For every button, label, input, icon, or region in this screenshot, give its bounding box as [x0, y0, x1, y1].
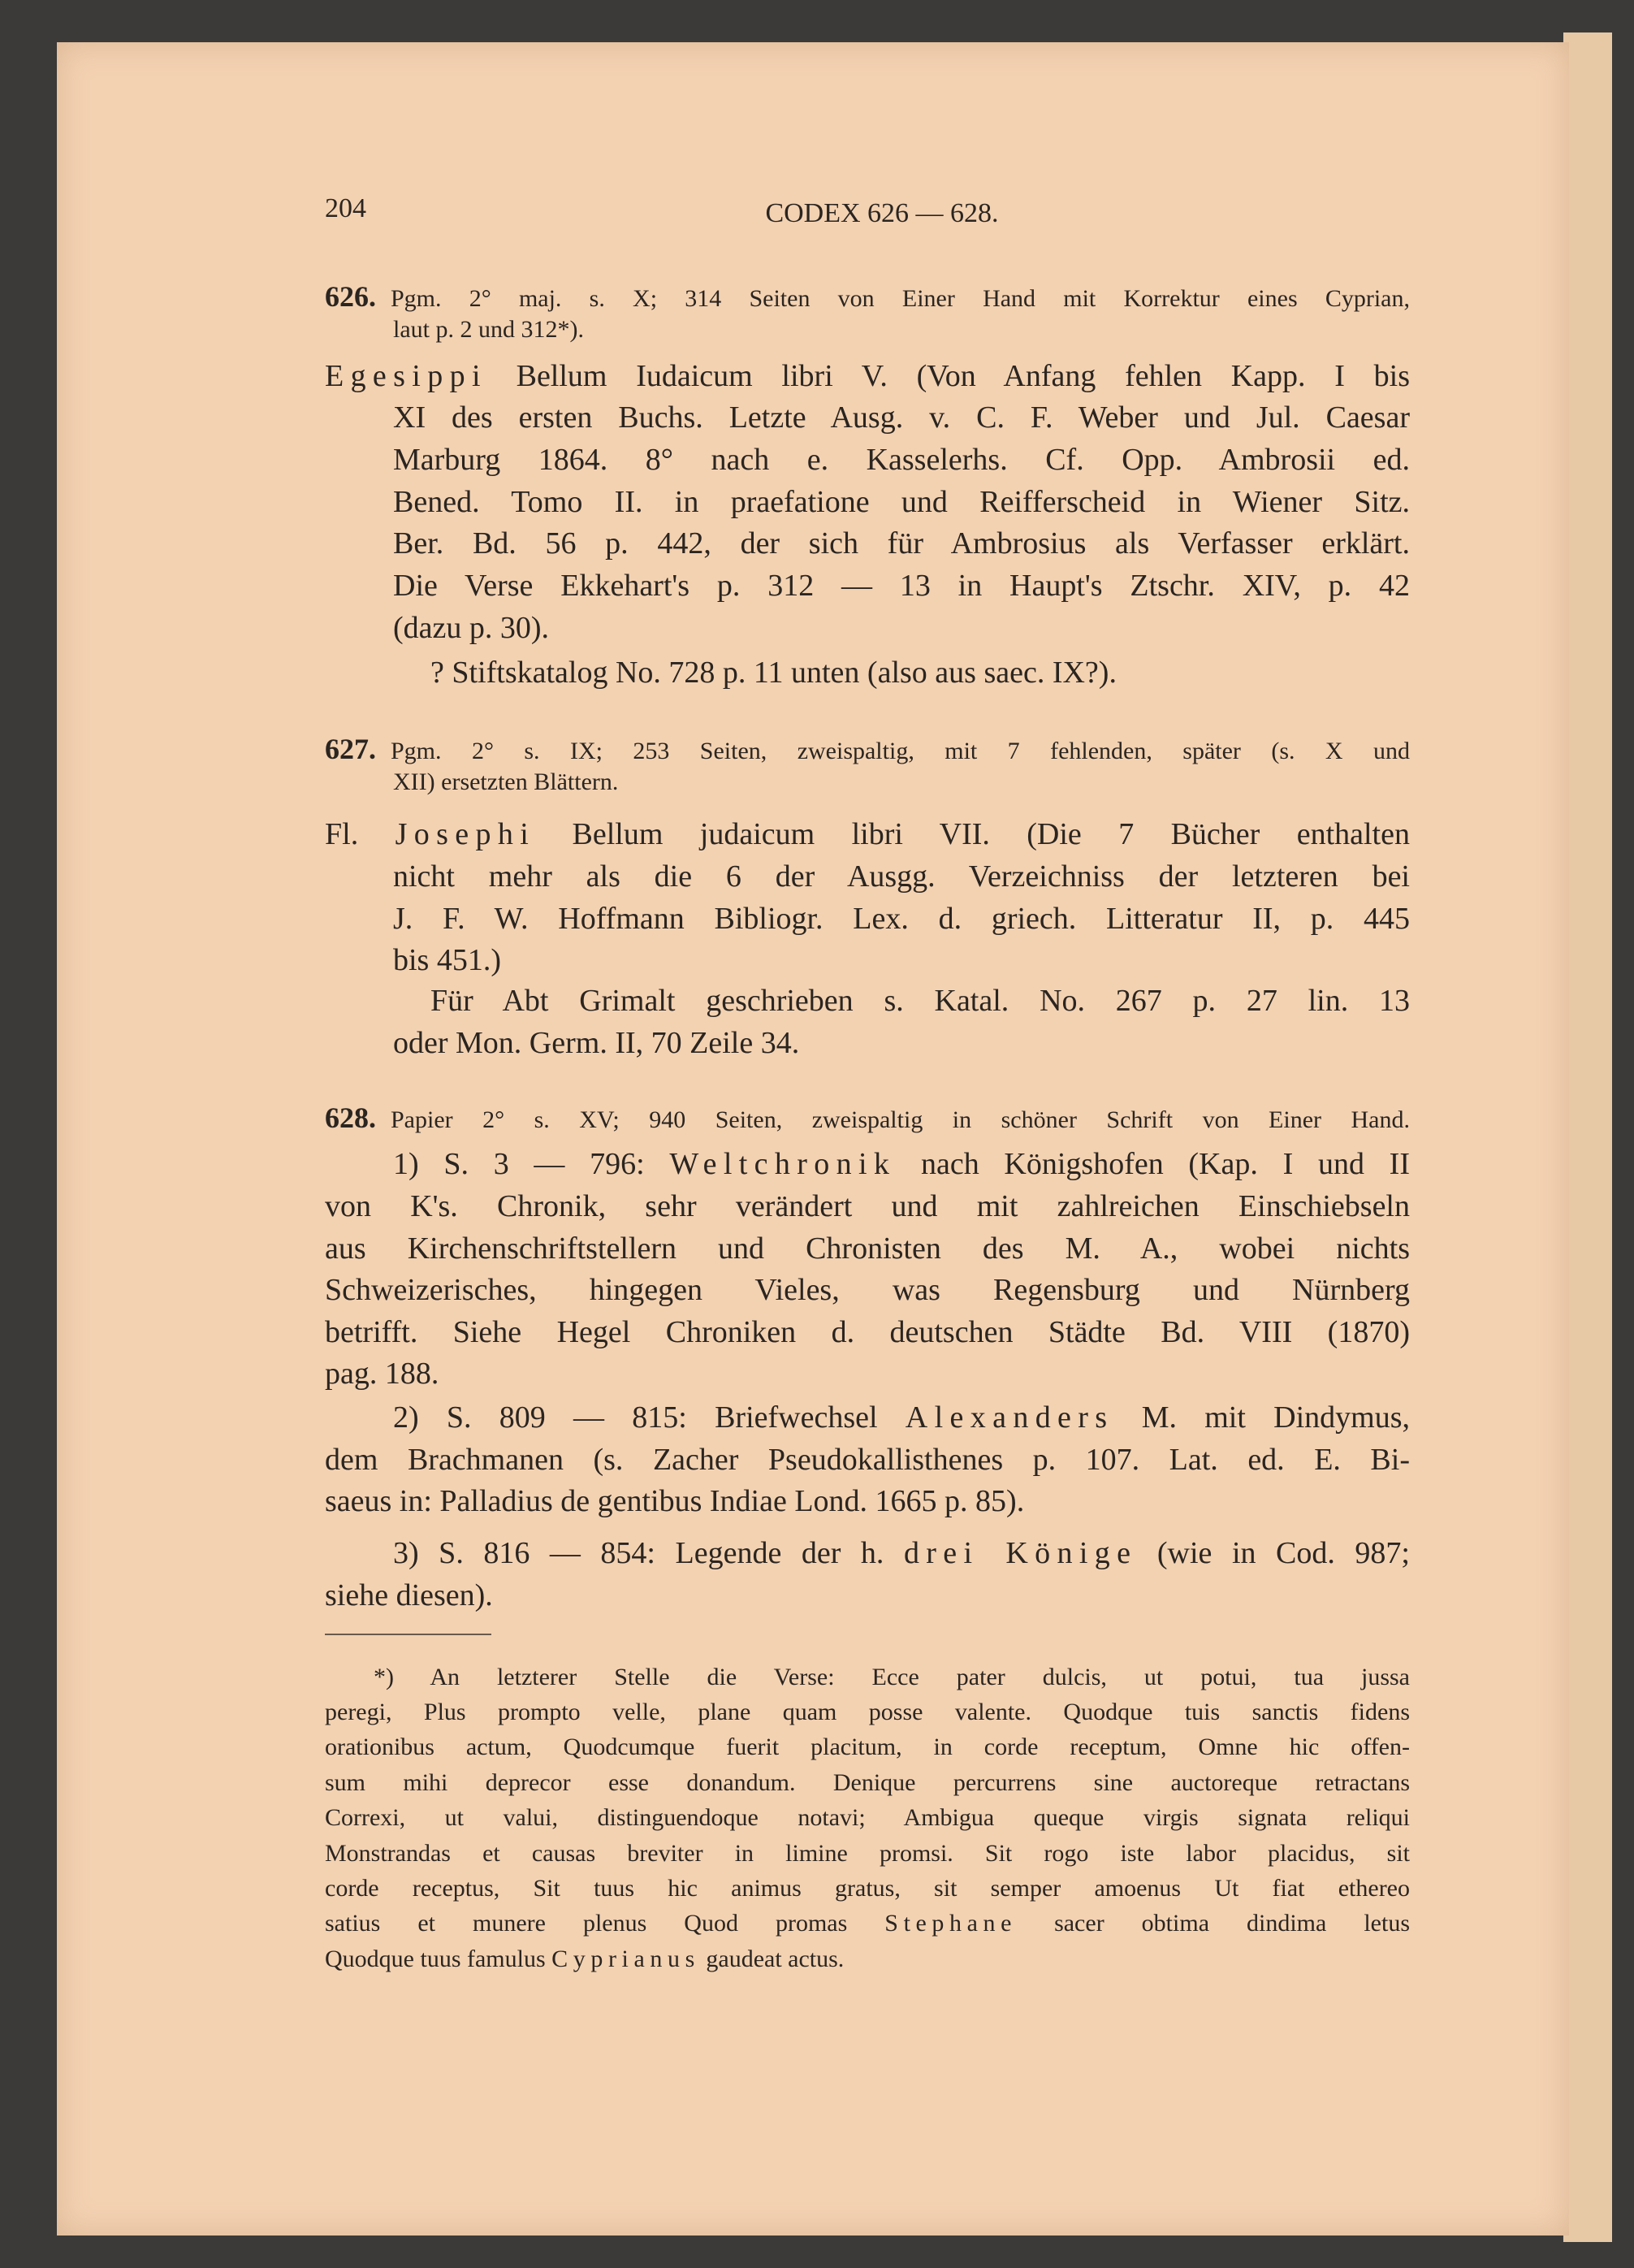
footnote-line [325, 1836, 1410, 1871]
text-run: siehe diesen). [325, 1578, 493, 1612]
text-run: aus Kirchenschriftstellern und Chronisten des M. A., wobei nichts [325, 1231, 1410, 1266]
footnote-separator [325, 1634, 491, 1635]
text-run: peregi, Plus prompto velle, plane quam posse valente. Quodque tuis sanctis fidens [325, 1699, 1410, 1725]
text-run: J. F. W. Hoffmann Bibliogr. Lex. d. griech. Litteratur II, p. 445 [393, 902, 1410, 936]
text-run: Bened. Tomo II. in praefatione und Reifferscheid in Wiener Sitz. [393, 485, 1410, 519]
text-run: *) An letzterer Stelle die Verse: Ecce pater dulcis, ut potui, tua jussa [374, 1664, 1410, 1690]
text-run: sacer obtima dindima letus [1017, 1910, 1410, 1937]
text-line [430, 651, 1117, 694]
footnote-line [325, 1906, 1410, 1941]
text-line [393, 1532, 1410, 1574]
text-line [325, 355, 1410, 397]
spaced-emphasis: Weltchronik [669, 1147, 897, 1181]
text-line [325, 1185, 1410, 1227]
text-run: satius et munere plenus Quod promas [325, 1910, 885, 1937]
text-run: Schweizerisches, hingegen Vieles, was Regensburg und Nürnberg [325, 1273, 1410, 1307]
text-run: (dazu p. 30). [393, 611, 550, 645]
spaced-emphasis: Cyprianus [551, 1946, 700, 1972]
footnote-line [325, 1800, 1410, 1835]
footnote-line [325, 1941, 844, 1976]
text-run: XI des ersten Buchs. Letzte Ausg. v. C. F. Weber und Jul. Caesar [393, 400, 1410, 435]
text-line [393, 312, 584, 348]
text-line [393, 607, 549, 649]
spaced-emphasis: Stephane [884, 1910, 1018, 1937]
text-line [393, 481, 1410, 523]
text-line [325, 279, 1410, 314]
text-line [325, 1100, 1410, 1136]
text-run: Für Abt Grimalt geschrieben s. Katal. No. 267 p. 27 lin. 13 [430, 984, 1410, 1018]
text-run: pag. 188. [325, 1357, 439, 1391]
text-run: 2) S. 809 — 815: Briefwechsel [393, 1400, 906, 1435]
text-run: corde receptus, Sit tuus hic animus gratus, sit semper amoenus Ut fiat ethereo [325, 1875, 1410, 1902]
footnote-line [374, 1660, 1410, 1695]
text-line [325, 731, 1410, 767]
adjacent-page-edge [1563, 32, 1612, 2242]
text-line [393, 764, 618, 800]
text-line [325, 1439, 1410, 1481]
text-line [325, 1227, 1410, 1270]
text-run: Quodque tuus famulus [325, 1946, 552, 1972]
text-run: (wie in Cod. 987; [1137, 1536, 1410, 1570]
text-line [430, 980, 1410, 1022]
text-line [393, 439, 1410, 481]
text-run: von K's. Chronik, sehr verändert und mit zahlreichen Einschiebseln [325, 1189, 1410, 1223]
text-run: oder Mon. Germ. II, 70 Zeile 34. [393, 1026, 800, 1060]
text-line [393, 898, 1410, 940]
text-run: Papier 2° s. XV; 940 Seiten, zweispaltig in schöner Schrift von Einer Hand. [391, 1106, 1410, 1133]
text-line [393, 565, 1410, 607]
text-run: Pgm. 2° maj. s. X; 314 Seiten von Einer Hand mit Korrektur eines Cyprian, [391, 285, 1410, 312]
text-line [325, 1353, 439, 1395]
codex-number: 627. [325, 733, 376, 765]
footnote-line [325, 1695, 1410, 1729]
text-line [325, 1574, 493, 1617]
running-title: CODEX 626 — 628. [765, 198, 999, 228]
text-line [393, 1022, 799, 1064]
text-run: XII) ersetzten Blättern. [393, 768, 619, 795]
text-run: orationibus actum, Quodcumque fuerit placitum, in corde receptum, Omne hic offen- [325, 1733, 1410, 1760]
text-run: Bellum Iudaicum libri V. (Von Anfang fehlen Kapp. I bis [486, 359, 1410, 393]
page-number: 204 [325, 193, 366, 223]
text-run: 3) S. 816 — 854: Legende der h. [393, 1536, 904, 1570]
text-line [325, 813, 1410, 855]
text-line [393, 396, 1410, 439]
text-line [393, 522, 1410, 565]
text-run: Correxi, ut valui, distinguendoque notavi; Ambigua queque virgis signata reliqui [325, 1804, 1410, 1831]
text-run: nicht mehr als die 6 der Ausgg. Verzeichniss der letzteren bei [393, 859, 1410, 894]
text-run: 1) S. 3 — 796: [393, 1147, 670, 1181]
text-run: laut p. 2 und 312*). [393, 316, 584, 343]
text-run: ? Stiftskatalog No. 728 p. 11 unten (also aus saec. IX?). [430, 656, 1117, 690]
text-line [325, 1311, 1410, 1353]
text-run: Marburg 1864. 8° nach e. Kasselerhs. Cf. Opp. Ambrosii ed. [393, 443, 1410, 477]
text-line [393, 939, 501, 981]
text-line [325, 1480, 1024, 1522]
text-run: betrifft. Siehe Hegel Chroniken d. deutschen Städte Bd. VIII (1870) [325, 1315, 1410, 1349]
spaced-emphasis: Josephi [395, 817, 536, 851]
text-run: sum mihi deprecor esse donandum. Denique percurrens sine auctoreque retractans [325, 1769, 1410, 1796]
spaced-emphasis: drei Könige [903, 1536, 1138, 1570]
text-run: dem Brachmanen (s. Zacher Pseudokallisthenes p. 107. Lat. ed. E. Bi- [325, 1443, 1410, 1477]
spaced-emphasis: Egesippi [325, 359, 487, 393]
text-run: bis 451.) [393, 943, 501, 977]
text-line [325, 1269, 1410, 1311]
spaced-emphasis: Alexanders [905, 1400, 1114, 1435]
text-run: Pgm. 2° s. IX; 253 Seiten, zweispaltig, mit 7 fehlenden, später (s. X und [391, 738, 1410, 764]
text-run: M. mit Dindymus, [1113, 1400, 1410, 1435]
footnote-line [325, 1729, 1410, 1764]
text-run: Bellum judaicum libri VII. (Die 7 Bücher enthalten [535, 817, 1410, 851]
text-run: Monstrandas et causas breviter in limine promsi. Sit rogo iste labor placidus, sit [325, 1840, 1410, 1867]
codex-number: 626. [325, 280, 376, 313]
text-run: Die Verse Ekkehart's p. 312 — 13 in Haupt's Ztschr. XIV, p. 42 [393, 569, 1410, 603]
text-line [393, 1396, 1410, 1439]
text-run: nach Königshofen (Kap. I und II [896, 1147, 1410, 1181]
text-run: saeus in: Palladius de gentibus Indiae Lond. 1665 p. 85). [325, 1484, 1025, 1518]
text-run: Ber. Bd. 56 p. 442, der sich für Ambrosius als Verfasser erklärt. [393, 526, 1410, 561]
text-line [393, 1143, 1410, 1185]
footnote-line [325, 1871, 1410, 1906]
text-run: gaudeat actus. [699, 1946, 845, 1972]
footnote-line [325, 1765, 1410, 1800]
text-run: Fl. [325, 817, 396, 851]
codex-number: 628. [325, 1102, 376, 1134]
text-line [393, 855, 1410, 898]
